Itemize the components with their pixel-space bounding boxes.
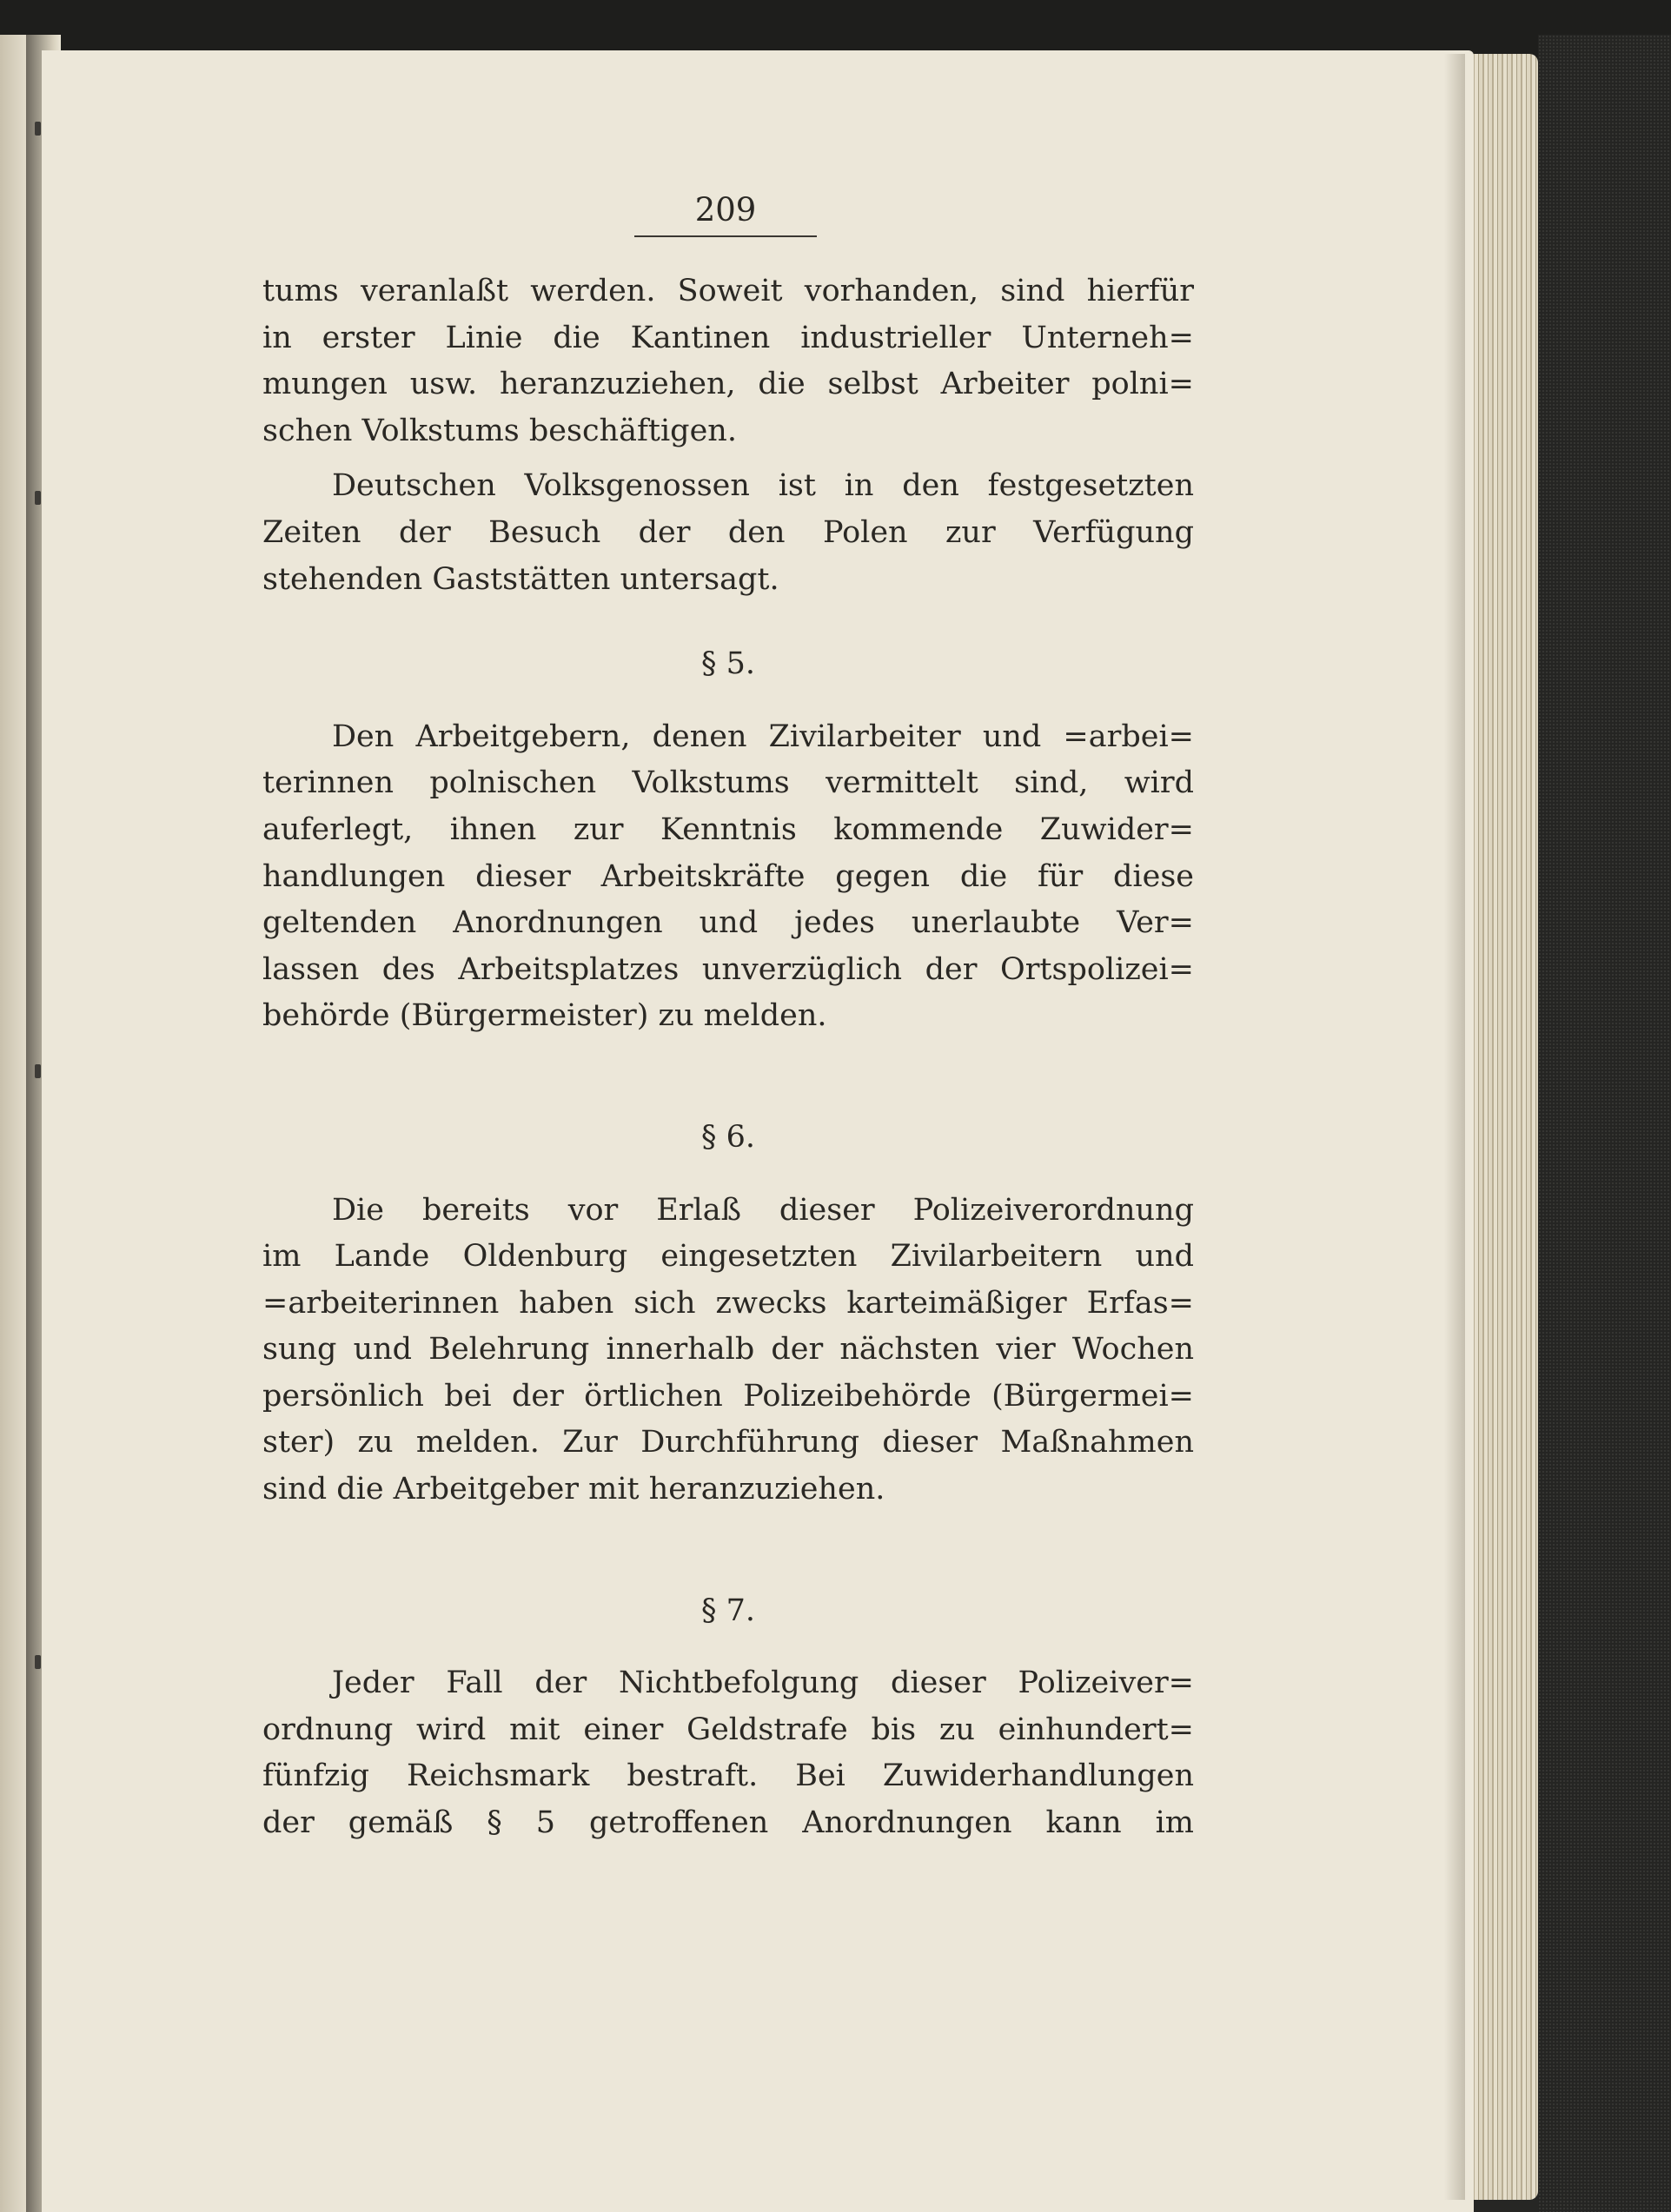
margin-mark — [35, 122, 41, 136]
text-line: im Lande Oldenburg eingesetzten Zivilarbeitern und — [262, 1239, 1194, 1275]
text-line: der gemäß § 5 getroffenen Anordnungen kann im — [262, 1805, 1194, 1841]
text-line: lassen des Arbeitsplatzes unverzüglich der Ortspolizei= — [262, 951, 1194, 987]
text-line: Die bereits vor Erlaß dieser Polizeiverordnung — [332, 1192, 1194, 1228]
text-line: Jeder Fall der Nichtbefolgung dieser Polizeiver= — [332, 1666, 1194, 1701]
section-heading: § 5. — [700, 646, 756, 682]
text-line: terinnen polnischen Volkstums vermittelt sind, wird — [262, 765, 1194, 801]
text-line: behörde (Bürgermeister) zu melden. — [262, 998, 827, 1034]
text-line: handlungen dieser Arbeitskräfte gegen die für diese — [262, 858, 1194, 894]
text-line: persönlich bei der örtlichen Polizeibehörde (Bürgermei= — [262, 1378, 1194, 1414]
paragraph-continuation — [262, 268, 1194, 454]
text-line: in erster Linie die Kantinen industrieller Unterneh= — [262, 320, 1194, 355]
text-line: geltenden Anordnungen und jedes unerlaubte Ver= — [262, 905, 1194, 941]
text-line: sind die Arbeitgeber mit heranzuziehen. — [262, 1472, 885, 1507]
text-line: mungen usw. heranzuziehen, die selbst Arbeiter polni= — [262, 367, 1194, 402]
text-line: sung und Belehrung innerhalb der nächsten vier Wochen — [262, 1332, 1194, 1368]
previous-page-edge — [0, 35, 26, 2212]
margin-mark — [35, 1064, 41, 1078]
text-line: tums veranlaßt werden. Soweit vorhanden, sind hierfür — [262, 274, 1194, 308]
page-number: 209 — [694, 191, 757, 228]
text-line: fünfzig Reichsmark bestraft. Bei Zuwiderhandlungen — [262, 1758, 1194, 1794]
paragraph-deutschen — [262, 463, 1194, 603]
page-edge-shadow — [1444, 54, 1465, 2200]
text-line: schen Volkstums beschäftigen. — [262, 413, 737, 448]
page-text — [262, 191, 1194, 1847]
book-cover-right — [1538, 35, 1671, 2212]
text-line: ordnung wird mit einer Geldstrafe bis zu einhundert= — [262, 1712, 1194, 1747]
margin-mark — [35, 491, 41, 505]
paragraph-section-5 — [262, 714, 1194, 1040]
text-line: auferlegt, ihnen zur Kenntnis kommende Zuwider= — [262, 811, 1194, 847]
text-line: Zeiten der Besuch der den Polen zur Verfügung — [262, 514, 1194, 550]
paragraph-section-6 — [262, 1188, 1194, 1513]
text-line: stehenden Gaststätten untersagt. — [262, 561, 779, 597]
text-line: Den Arbeitgebern, denen Zivilarbeiter und =arbei= — [332, 719, 1194, 754]
section-heading: § 6. — [700, 1119, 756, 1155]
paragraph-section-7 — [262, 1660, 1194, 1846]
margin-mark — [35, 1655, 41, 1669]
text-line: Deutschen Volksgenossen ist in den festgesetzten — [332, 468, 1194, 504]
section-heading: § 7. — [700, 1593, 756, 1628]
text-line: ster) zu melden. Zur Durchführung dieser Maßnahmen — [262, 1425, 1194, 1460]
text-line: =arbeiterinnen haben sich zwecks karteimäßiger Erfas= — [262, 1285, 1194, 1321]
